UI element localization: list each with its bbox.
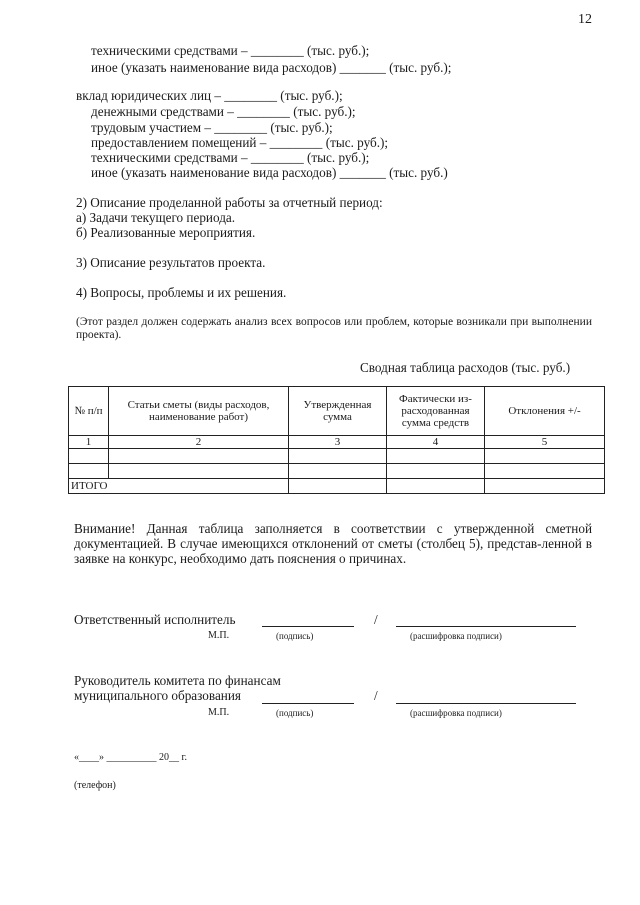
signature1-sign-caption: (подпись) — [276, 631, 314, 641]
table-header-cell: Утвержденная сумма — [289, 387, 387, 436]
section2-item-a: а) Задачи текущего периода. — [76, 210, 236, 225]
table-cell — [387, 479, 485, 494]
table-cell — [69, 464, 109, 479]
section4-title: 4) Вопросы, проблемы и их решения. — [76, 285, 287, 300]
table-number-row — [69, 436, 605, 449]
section2-title: 2) Описание проделанной работы за отчетный период: — [76, 195, 383, 210]
table-cell — [485, 449, 605, 464]
legal-entities-item: денежными средствами – ________ (тыс. руб.); — [91, 104, 356, 119]
table-row — [69, 464, 605, 479]
page-number: 12 — [578, 12, 592, 27]
section3-title: 3) Описание результатов проекта. — [76, 255, 266, 270]
signature1-mp: М.П. — [208, 630, 230, 641]
table-header-cell: Отклонения +/- — [485, 387, 605, 436]
table-cell — [387, 449, 485, 464]
table-column-number: 3 — [289, 436, 387, 449]
table-cell — [289, 464, 387, 479]
table-header-row — [69, 387, 605, 436]
date-line: «____» __________ 20__ г. — [74, 752, 187, 763]
top-line-1: техническими средствами – ________ (тыс. руб.); — [91, 43, 370, 58]
table-column-number: 4 — [387, 436, 485, 449]
signature1-sign-line — [262, 626, 354, 627]
legal-entities-heading: вклад юридических лиц – ________ (тыс. руб.); — [76, 88, 343, 103]
table-column-number: 2 — [109, 436, 289, 449]
table-cell — [69, 449, 109, 464]
top-line-2: иное (указать наименование вида расходов) _______ (тыс. руб.); — [91, 60, 452, 75]
signature2-slash: / — [374, 688, 378, 703]
signature2-role-line1: Руководитель комитета по финансам — [74, 673, 281, 688]
signature2-decode-line — [396, 703, 576, 704]
table-cell — [109, 464, 289, 479]
table-header-cell: № п/п — [69, 387, 109, 436]
notice-paragraph: Внимание! Данная таблица заполняется в соответствии с утвержденной сметной документацией. В случае имеющихся отклонений от сметы (столбец 5), представ-ленной в заявке на конкурс, необходимо дать пояснения о причинах. — [74, 521, 592, 566]
section4-hint: (Этот раздел должен содержать анализ всех вопросов или проблем, которые возникали при выполнении проекта). — [76, 316, 592, 341]
signature1-decode-caption: (расшифровка подписи) — [410, 631, 502, 641]
table-cell — [387, 464, 485, 479]
table-total-row — [69, 479, 605, 494]
section2-item-b: б) Реализованные мероприятия. — [76, 225, 256, 240]
signature2-mp: М.П. — [208, 707, 230, 718]
legal-entities-item: трудовым участием – ________ (тыс. руб.); — [91, 120, 333, 135]
signature2-sign-caption: (подпись) — [276, 708, 314, 718]
table-cell — [485, 464, 605, 479]
table-header-cell: Статьи сметы (виды расходов, наименование работ) — [109, 387, 289, 436]
table-column-number: 5 — [485, 436, 605, 449]
table-row — [69, 449, 605, 464]
signature2-role-line2: муниципального образования — [74, 688, 241, 703]
table-cell — [289, 449, 387, 464]
legal-entities-item: предоставлением помещений – ________ (тыс. руб.); — [91, 135, 389, 150]
phone-label: (телефон) — [74, 780, 116, 791]
table-cell — [289, 479, 387, 494]
table-header-cell: Фактически из-расходованная сумма средств — [387, 387, 485, 436]
signature2-decode-caption: (расшифровка подписи) — [410, 708, 502, 718]
table-cell — [485, 479, 605, 494]
signature2-sign-line — [262, 703, 354, 704]
table-cell — [109, 449, 289, 464]
legal-entities-item: техническими средствами – ________ (тыс. руб.); — [91, 150, 370, 165]
signature1-slash: / — [374, 612, 378, 627]
signature1-role: Ответственный исполнитель — [74, 612, 236, 627]
signature1-decode-line — [396, 626, 576, 627]
table-caption: Сводная таблица расходов (тыс. руб.) — [360, 360, 571, 375]
table-column-number: 1 — [69, 436, 109, 449]
table-total-label: ИТОГО — [69, 479, 289, 494]
legal-entities-item: иное (указать наименование вида расходов) _______ (тыс. руб.) — [91, 165, 448, 180]
cost-summary-table — [68, 386, 605, 494]
